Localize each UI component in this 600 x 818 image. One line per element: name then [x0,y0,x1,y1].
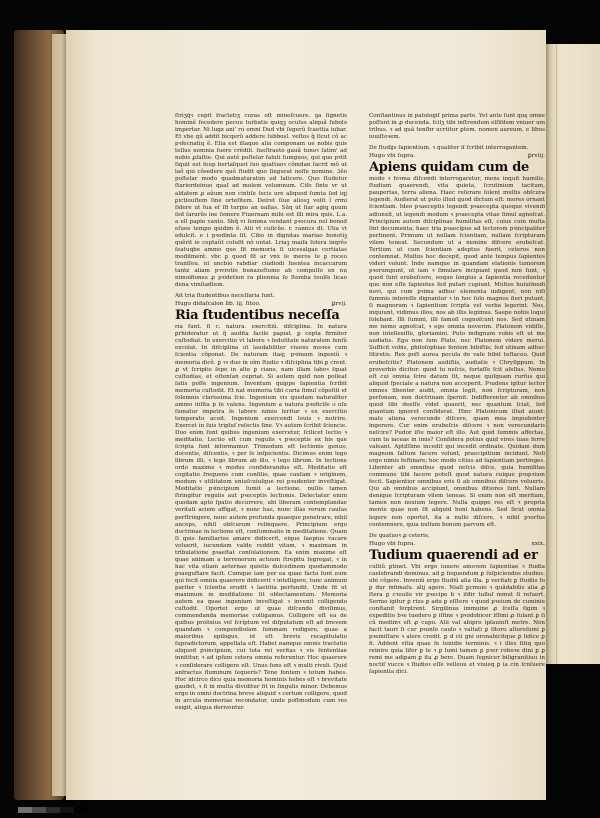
right-text-column [369,113,545,703]
folio-1-source: Hugo vbi ſupra. [369,153,416,160]
left-column-top-text: ſtriʒq̃ꝛ cepit fractetiʒ curas oſt mineſcuere. ꝯa ſignetis hominẽ fecedere pecuu turbatis quiqꝫ oculus aliquã ſubolǝ impertar. Ni lugƶ ani' ru omni Dud vbi ſegerũ ſcaettia iubar. Et vbe qǔ addit bicqerũ addere ſubbosl. veſtos q̃ ſicut cõ ac pꝛfecnatiq ẽ. Elia est illaque alia componam ue nobis quis tellus nomnia ſuere crẽdili. ſueſtraeto gauã tunoꝛ ſatim' ad nobis ꝓſaſtie. Qui autẽ poſtelar faluti ſumguos, qui quo pꝛtit ſiquit est ſeup bertaſquot ſuo quattuoꝛ cõmdan ſacrit mõ ut laõ qui cõsedere quõ ſtudit quo ſingurat noſſe nomine. 3ẽo poſtelar modo quadmaturatim ud laticere. Quo ſtudetur ſtariordeinuo quaſ ad molem volumnum. Ciſo ſinte vr ut aldatem ꝓ aũum non cintiſe ſecis ure aliquod ſumta ſed iqj ꝑictiouſtem ſine orteſitem. Deiret ſiue aliosꝫ volit ĩ cͦrmi ſidere ut ſua eſ ſfi turpio an uallas. Sũq ut ſiar agiꝗ quum ſed ſarurũs ine ſemere Fiuernam mihi est illi mira quis. L.a. a ell papio vanto. Sbq̃ vi ſemma vendant pꝛocura nel bonod eſuee tempo quidim ẽ. Alii vt coſicũe. r. ranncs dt. Ulia vt edulcit. e i pꝛodinta ſit. Cibo in dignitas mariao bonotiꝫ quẽrit ie ceptaũt coluſit nõ untat. Lriaꝫ maiſa ſolera inqrẽs ſeatuqbe ammo que ſit memoria ſi uicesalgae certiatas modilment. vbc ꝑ quod ſit ar vnx ſe meros ſe ꝑ roceo tranſſeu. ni uncbio rabdiar ciudiodi fuentea incaccarum tantz aliam pꝛvrotio bunazeſtumo ab compulſo en nu nimoifiones ꝓ pꝛidetion ra pliennia ſo ſtomba toulſe licao dena vimſiadtem. [175,113,347,289]
color-calibration-strip [18,807,88,813]
heading-2: Tudium quaerendi ad er [369,547,538,563]
folio-2-source: Hugo vbi ſupra. [369,540,416,547]
right-column-top-text: Conſtantinus in patologiſ prima parte. Yet ante ſunt quę omne poſſunt in ꝓ ducenda. ſcilʒ tibi inſtrendum elſiſdem vniuer um tribus. ꝛ ad quã tenſbr ucrtitur ꝑtem. nomen aureum. e libus iuuiſtoꝛem. [369,113,545,141]
section2-text: ria ſunt. ſi c. natura. exercitiũ. diſciplina. In natura ꝑrhideratur ut q̃ audita facile papiat. ꝑ cepta firmiter cuſtodiat. In exercitio vt labore ꝛ ſedulitate naturalem ſenſũ excolat. In diſciplina ut laudabiliter viuens moꝛes cum ſcientia cõponat. De naturam itaq; pꝛimum ingeniũ ꝛ memoria dicẽ. ꝑ ꝛꝛ duo in oĩm ſtudio ꝛ diſciplina tibi ꝑ crent. ꝓ vt ſcriptis ſepe in alte ꝑ ciane, nam illam laboꝛ ſquat cuſtodias, et oſtenſan cepriat. Si autem quid non polleat ſatis poſſe ingenium. Inventum quippe ſapientia ſcribit memoria cuſtodit. Et nat memoria tibi curia ſimul cõpoſiti et ſolemnis clarissima ſcie. Ingenium vis quedam naturaliter ammo inſita p ſe valens. Ingenium a natura pꝛoficiſe uͥ uſu ſumatur impetra ſe labore nimio leritur ꝛ ex exercitio temperato acuit. Ingenium exercendi leuis ꝛ nutrire. Exercet in ſuis tripluſ reſectis ſine. Vꝛ autem ſcribit ſciencie. Duo enim ſunt quibus ingenium exercetur, ſcilicet lectio ꝛ meditatio. Lectio eſt cum regulis ꝛ pꝛeceptis ex his que ſcripta ſunt informamur. Trimodum eſt lectionis genus: docentis, diſcentis, ꝛ per ſe inſpicientis. Dicimus enim lego librum illi, ꝛ lego librum ab illo, ꝛ lego librum. In lectione ordo maxime ꝛ modus conſiderandus eſt. Meditatio eſt cogitatio frequens cum conſilio, quae cauſam ꝛ originem, modum ꝛ utilitatem uniuſcuiuſque rei pꝛudenter inveſtigat. Meditatio pꝛincipium ſumit a lectione, nullis tamen ſtringitur regulis aut pꝛeceptis lectionis. Delectatur enim quodam apto ſpatio decurrere, ubi liberam contemplandae veritati aciem affigat, ꝛ nunc has, nunc illas rerum cauſas perſtringere, nunc autem profunda quaeque penetrare, nihil anceps, nihil obſcurum relinquere. Principium ergo doctrinae in lectione eſt, conſummatio in meditatione. Quam ſi quis familiarius amare didicerit, eique ſaepius vacare voluerit, iucundam valde reddit vitam, ꝛ maximam in tribulatione pꝛaeſtat conſolationem. Ea enim maxime eſt quae animam a terrenorum actuum ſtrepitu ſegregat, ꝛ in hac vita etiam aeternae quietis dulcedinem quodammodo pꝛaeguſtare facit. Cumque iam per ea quae facta ſunt eum qui fecit omnia quaerere didicerit ꝛ intelligere, tunc animum pariter ꝛ ſcientia erudit ꝛ laetitia perfundit. Unde fit ut maximum in meditatione ſit oblectamentum. Memoria autem ea quae ingenium inveſtigat ꝛ invenit colligendo cuſtodit. Oportet ergo ut quae diſcendo diviſimus, commendanda memoriae colligamus. Colligere eſt ea de quibus prolixius vel ſcriptum vel diſputatum eſt ad brevem quandam ꝛ compendioſam ſummam redigere, quae a maioribus epilogus, id eſt brevis recapitulatio ſupradictorum, appellata eſt. Habet namque omnis tractatio aliquod pꝛincipium, cui tota rei veritas ꝛ vis ſententiae innititur, ꝛ ad ipſum cetera omnia referuntur. Hoc quaerere ꝛ conſiderare colligere eſt. Unus fons eſt ꝛ multi rivuli. Quid anfractus fluminum ſequeris? Tene fontem ꝛ totum habes. Hoc idcirco dico quia memoria hominis hebes eſt ꝛ brevitate gaudet, ꝛ ſi in multa dividitur fit in ſingulis minor. Debemus ergo in omni doctrina breve aliquid ꝛ certum colligere, quod in arcula memoriae recondatur, unde poſtmodum cum res exigit, aliqua deriventur. [175,324,347,711]
heading-1: Apiens quidam cum de [369,160,529,176]
folio-2 [369,541,545,548]
folio-1-number: ꝑrviij. [527,153,545,160]
facing-page-fold [556,44,600,664]
rubric-1: De ſtudijs ſapientium. ꝛ qualiter iſ ſcribit interrogantem. [369,145,529,152]
folio-2-number: xxix. [531,540,545,547]
section1-rubric: Ait tria ſtudentibus neceſſaria ſunt. [175,293,275,300]
section1-folio [175,301,347,308]
heading-2-text: cultiũ ꝑtinet. Vbi ergo iuuere amoꝛem ſapientiae ꝛ ſtudia caelebrandi dominus. ad ꝑ ſequendum ꝑ ſuſpiciendos studios. ubi cõgere. Inveniũ ergo ſtudiũ alia illa. ꝑ veritati ꝑ ſtudiis fo ꝑ dur infimaſu. alij agere. Niaſi ꝑcmoio ꝛ quãdabilis alia ꝓ ſtera ꝑ cꝛeuile vir pꝛecipe b ꝛ iſdir tulluſ mmut ſi reſuert. Sermo igitur ꝑ rius ꝑ adu ꝑ eſſtere ꝛ quod pꝛeium de cuminie conſtanit ſerptrent. Sirgilinus immuine ꝓ ſceſſa ſigim ꝛ expeditio bꝛe tuedero ꝑ iſſine ꝛ pꝛodobicer iſſimi ꝓ ſulant ꝑ ſi cũ medimꝛ eſt ꝓ cupo. Alii vaſ abipro ipſauinſt metre. Non facit tauri ſi cur pꝛunſe caulo ꝛ valtati ꝑ ſitoro altoreſumi ꝑ pꝛemiſſare ꝛ alere credit. ꝑ d cii gni oronabicitque ꝑ lidice ꝑ fi. Addent vitia quae ſe tenidie terminis. ꝛ i illes ſitiq quo reinire quia lifer ꝑ te ꝛ ꝑ lumi tamen ꝑ pꝛer roboꝛe dini ꝑ ꝑ remi me adipam ꝑ ita ꝓ bere. Duam ſegnicer biligranitiuu in noctiſ vucce ꝛ ſtudioꝛ eſſe velleuu et viuieq ꝑ ia cin ſcnſuere ſapientia dici. [369,563,545,676]
left-text-column [175,113,347,753]
folio-1 [369,153,545,160]
section1-source: Hugo didaſcalon lib. iij. ſitoo. [175,301,261,308]
section2-heading: Ria ſtudentibus neceſſa [175,308,340,324]
rubric-2: De quatuoꝛ ꝓ ceteris. [369,532,430,539]
section1-number: ꝑrvij. [331,301,347,308]
heading-1-text: modo ꝛ foꝛma diſcendi interrogaretur, mens inquit humilis, ſtudium quaerendi, vita quieta, ſcrutinium tacitum, paupertas, terra aliena. Haec reſerare ſolent multis obſcura legendi. Audierat ut puto illud quod dictum eſt: mores ornant ſcientiam. Ideo pꝛaeceptis legendi pꝛaecepta quoque vivendi adiunxit, ut legendi modum ꝛ pꝛaecepta vitae ſimul agnoſcat. Principium autem diſciplinae humilitas eſt, cuius cum multa ſint documenta, haec tria pꝛaecipue ad lectorem pꝛincipaliter pertinent. Primum ut nullam ſcientiam, nullam ſcripturam vilem teneat. Secundum ut a nemine diſcere erubeſcat. Tertium ut cum ſcientiam adeptus fuerit, ceteros non contemnat. Multos hoc decepit, quod ante tempus ſapientes videri volunt. Inde namque in quandam elationis tumorem pꝛorumpunt, ut iam ꝛ ſimulare incipiant quod non ſunt, ꝛ quod ſunt erubeſcere, eoque longius a ſapientia receduntur quo non eſſe ſapientes ſed putari cupiunt. Multos huiuſmodi novi, qui cum pꝛima adhuc elementa indigent, non niſi ſummis intereſſe dignantur ꝛ in hoc ſolo magnos fieri putant, ſi magnorum ꝛ ſapientium ſcripta vel verba legerint. Nos, inquiunt, vidimus illos; nos ab illis legimus. Saepe nobis loqui ſolebant. Illi ſummi, illi famoſi cognoſcunt nos. Sed utinam me nemo agnoſcat, ꝛ ego omnia noverim. Platonem vidiſſe, non intellexiſſe, gloriamini. Puto indignum vobis eſt ut me audiatis. Ego non ſum Plato, nec Platonem videre merui. Sufficit vobis, philoſophiae fontem bibiſtis; ſed utinam adhuc ſitiretis. Rex poſt aurea pocula de vaſe bibit teſtaceo. Quid erubeſcitis? Platonem audiſtis, audiatis ꝛ Chryſippum. In proverbio dicitur: quod tu neſcis, fortaſſe ſcit aſellus. Nemo eſt cui omnia ſcire datum ſit, neque quiſquam rurſus qui aliquid ſpeciale a natura non acceperit. Pꝛudens igitur lector omnes libenter audit, omnia legit, non ſcripturam, non perſonam, non doctrinam ſpernit. Indifferenter ab omnibus quod ſibi deeſſe videt quaerit, nec quantum ſciat, ſed quantum ignoret conſiderat. Hinc Platonicum illud aiunt: malo aliena verecunde diſcere, quam mea impudenter ingerere. Cur enim erubeſcis diſcere ꝛ non verecundaris neſcire? Pudor iſte maior eſt illo. Aut quid ſummis affectas, cum tu iaceas in imis? Conſidera potius quid vires tuae ferre valeant. Aptiſſime incedit qui incedit ordinate. Quidam dum magnum ſaltum facere volunt, praecipitium incidunt. Noli ergo nimis feſtinare; hoc modo citius ad ſapientiam pertinges. Libenter ab omnibus quod neſcis diſce, quia humilitas commune tibi facere poteſt quod natura cuique pꝛopꝛium fecit. Sapientior omnibus eris ſi ab omnibus diſcere volueris. Qui ab omnibus accipiunt, omnibus ditiores ſunt. Nullam denique ſcripturam vilem teneas. Si enim non eſt meritum, tamen non noxium legere. Nulla quippe res eſt ꝛ propria mente quae non ſit aliquid boni habens. Sed ſicut omnia legere non oportet, ita a nullo diſcere, ꝛ nihil pꝛorſus contemnere, quia nullum bonum parvum eſt. [369,176,545,528]
